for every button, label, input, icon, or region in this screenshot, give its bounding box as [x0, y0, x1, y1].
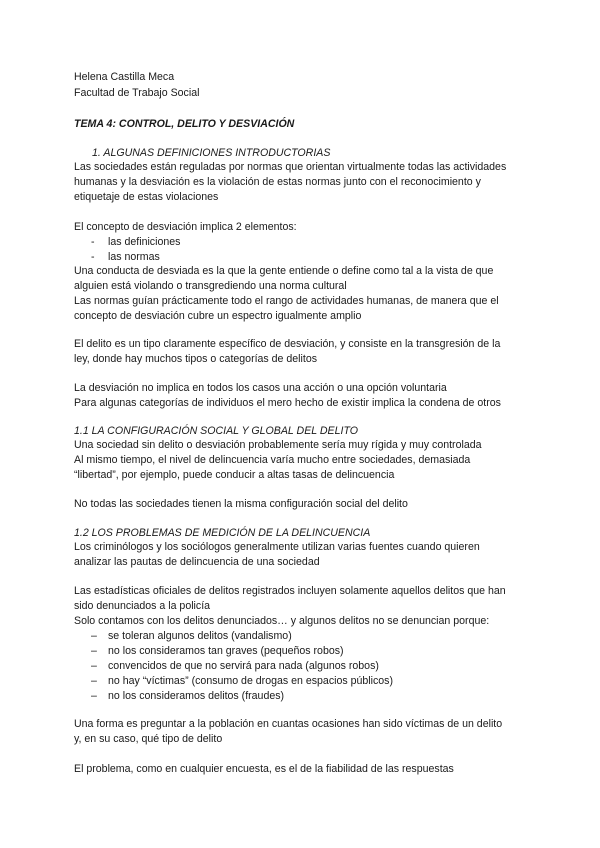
topic-title: TEMA 4: CONTROL, DELITO Y DESVIACIÓN [74, 118, 295, 130]
section-1-1-heading: 1.1 LA CONFIGURACIÓN SOCIAL Y GLOBAL DEL DELITO [74, 425, 358, 437]
reason-item: no hay “víctimas” (consumo de drogas en espacios públicos) [108, 675, 393, 687]
reason-item: se toleran algunos delitos (vandalismo) [108, 630, 292, 642]
list-dash: - [91, 251, 95, 263]
reason-item: convencidos de que no servirá para nada (algunos robos) [108, 660, 379, 672]
author-name: Helena Castilla Meca [74, 71, 175, 83]
s1-p5-line2: Para algunas categorías de individuos el mero hecho de existir implica la condena de otros [74, 397, 501, 409]
reason-item: no los consideramos tan graves (pequeños robos) [108, 645, 344, 657]
s1-p4-line2: ley, donde hay muchos tipos o categorías de delitos [74, 353, 318, 365]
s11-p1-line1: Una sociedad sin delito o desviación probablemente sería muy rígida y muy controlada [74, 439, 482, 451]
list-dash: – [91, 630, 97, 642]
s1-p3-line3: Las normas guían prácticamente todo el rango de actividades humanas, de manera que el [74, 295, 499, 307]
s12-p2-line2: sido denunciados a la policía [74, 600, 211, 612]
s12-p4: El problema, como en cualquier encuesta, es el de la fiabilidad de las respuestas [74, 763, 454, 775]
s11-p2: No todas las sociedades tienen la misma configuración social del delito [74, 498, 408, 510]
s12-p1-line1: Los criminólogos y los sociólogos generalmente utilizan varias fuentes cuando quieren [74, 541, 480, 553]
s12-p2-line1: Las estadísticas oficiales de delitos registrados incluyen solamente aquellos delitos que han [74, 585, 506, 597]
s11-p1-line2: Al mismo tiempo, el nivel de delincuencia varía mucho entre sociedades, demasiada [74, 454, 471, 466]
s1-p2-intro: El concepto de desviación implica 2 elementos: [74, 221, 297, 233]
s1-p1-line1: Las sociedades están reguladas por normas que orientan virtualmente todas las actividades [74, 161, 507, 173]
s1-p3-line1: Una conducta de desviada es la que la gente entiende o define como tal a la vista de que [74, 265, 494, 277]
s12-p1-line2: analizar las pautas de delincuencia de una sociedad [74, 556, 320, 568]
s11-p1-line3: “libertad”, por ejemplo, puede conducir a altas tasas de delincuencia [74, 469, 395, 481]
s12-p3-line2: y, en su caso, qué tipo de delito [74, 733, 223, 745]
s12-p2-line3: Solo contamos con los delitos denunciados… y algunos delitos no se denuncian porque: [74, 615, 490, 627]
section-1-heading: 1. ALGUNAS DEFINICIONES INTRODUCTORIAS [92, 147, 331, 159]
s1-p5-line1: La desviación no implica en todos los casos una acción o una opción voluntaria [74, 382, 447, 394]
list-item-definiciones: las definiciones [108, 236, 181, 248]
list-dash: – [91, 660, 97, 672]
list-dash: - [91, 236, 95, 248]
list-dash: – [91, 645, 97, 657]
s1-p1-line2: humanas y la desviación es la violación de estas normas junto con el reconocimiento y [74, 176, 481, 188]
list-dash: – [91, 675, 97, 687]
s1-p3-line4: concepto de desviación cubre un espectro igualmente amplio [74, 310, 362, 322]
s1-p3-line2: alguien está violando o transgrediendo una norma cultural [74, 280, 347, 292]
s1-p1-line3: etiquetaje de estas violaciones [74, 191, 219, 203]
section-1-2-heading: 1.2 LOS PROBLEMAS DE MEDICIÓN DE LA DELINCUENCIA [74, 527, 371, 539]
s12-p3-line1: Una forma es preguntar a la población en cuantas ocasiones han sido víctimas de un delito [74, 718, 503, 730]
list-dash: – [91, 690, 97, 702]
faculty-name: Facultad de Trabajo Social [74, 87, 200, 99]
reason-item: no los consideramos delitos (fraudes) [108, 690, 285, 702]
s1-p4-line1: El delito es un tipo claramente específico de desviación, y consiste en la transgresión de la [74, 338, 501, 350]
list-item-normas: las normas [108, 251, 160, 263]
